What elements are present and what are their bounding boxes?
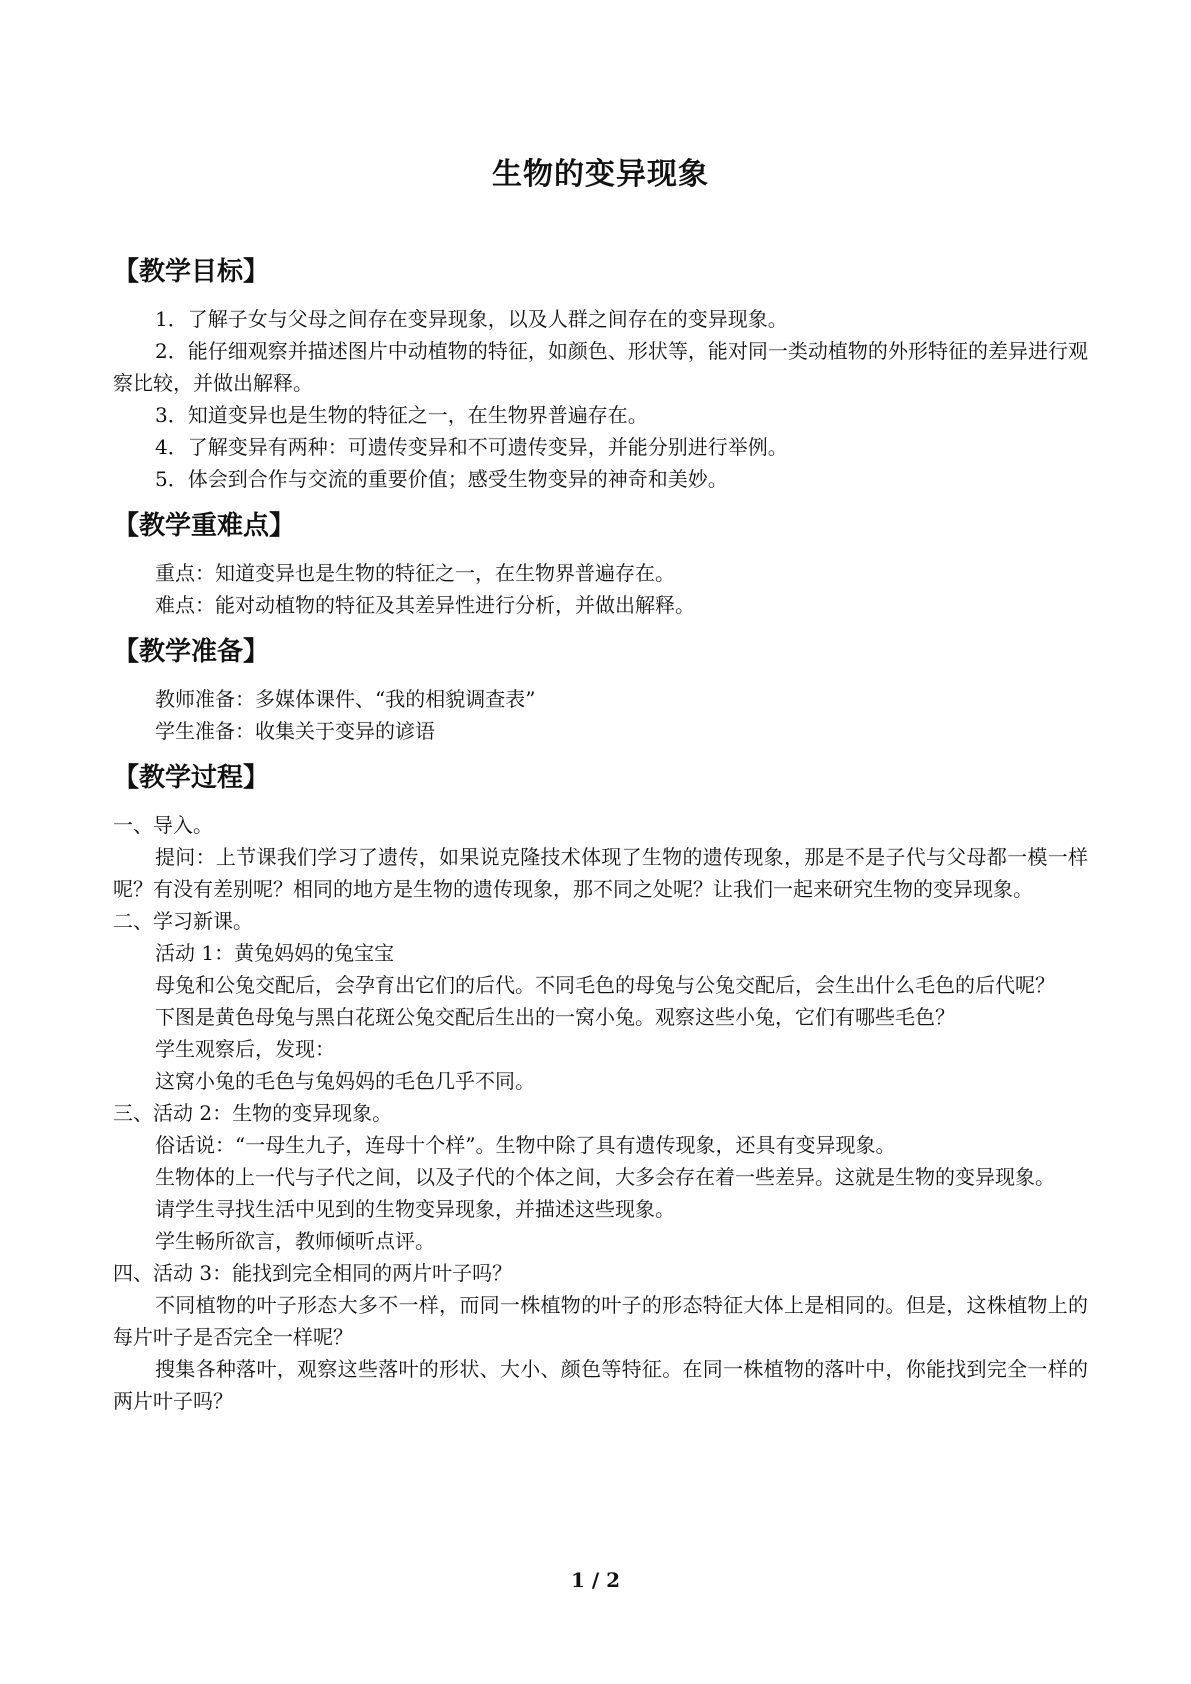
paragraph: 俗话说：“一母生九子，连母十个样”。生物中除了具有遗传现象，还具有变异现象。: [155, 1133, 896, 1157]
paragraph: 生物体的上一代与子代之间，以及子代的个体之间，大多会存在着一些差异。这就是生物的变异现象。: [155, 1165, 1055, 1189]
section-heading: 【教学准备】: [113, 637, 270, 667]
paragraph: 1．了解子女与父母之间存在变异现象，以及人群之间存在的变异现象。: [155, 307, 788, 331]
paragraph: 5．体会到合作与交流的重要价值；感受生物变异的神奇和美妙。: [155, 467, 728, 491]
paragraph: 四、活动 3：能找到完全相同的两片叶子吗？: [113, 1261, 513, 1285]
document-content: [113, 155, 1088, 1431]
paragraph: 母兔和公兔交配后，会孕育出它们的后代。不同毛色的母兔与公兔交配后，会生出什么毛色的后代呢？: [155, 973, 1055, 997]
section: [113, 635, 1088, 747]
paragraph: 学生观察后，发现：: [155, 1037, 335, 1061]
section: [113, 509, 1088, 621]
section: [113, 255, 1088, 495]
paragraph: 请学生寻找生活中见到的生物变异现象，并描述这些现象。: [155, 1197, 675, 1221]
paragraph: 一、导入。: [113, 813, 213, 837]
paragraph: 难点：能对动植物的特征及其差异性进行分析，并做出解释。: [155, 593, 695, 617]
paragraph: 4．了解变异有两种：可遗传变异和不可遗传变异，并能分别进行举例。: [155, 435, 788, 459]
section-heading: 【教学目标】: [113, 257, 270, 287]
page-number: 1 / 2: [570, 1568, 621, 1592]
document-title: 生物的变异现象: [492, 157, 709, 192]
paragraph: 下图是黄色母兔与黑白花斑公兔交配后生出的一窝小兔。观察这些小兔，它们有哪些毛色？: [155, 1005, 955, 1029]
paragraph: 二、学习新课。: [113, 909, 253, 933]
paragraph: 这窝小兔的毛色与兔妈妈的毛色几乎不同。: [155, 1069, 535, 1093]
section: [113, 761, 1088, 1417]
paragraph: 学生畅所欲言，教师倾听点评。: [155, 1229, 435, 1253]
section-heading: 【教学重难点】: [113, 511, 296, 541]
paragraph: 教师准备：多媒体课件、“我的相貌调查表”: [155, 687, 536, 711]
paragraph: 重点：知道变异也是生物的特征之一，在生物界普遍存在。: [155, 561, 675, 585]
paragraph: 搜集各种落叶，观察这些落叶的形状、大小、颜色等特征。在同一株植物的落叶中，你能找到完全一样的两片叶子吗？: [113, 1357, 1088, 1413]
paragraph: 提问：上节课我们学习了遗传，如果说克隆技术体现了生物的遗传现象，那是不是子代与父母都一模一样呢？有没有差别呢？相同的地方是生物的遗传现象，那不同之处呢？让我们一起来研究生物的变异现象。: [113, 845, 1088, 901]
paragraph: 3．知道变异也是生物的特征之一，在生物界普遍存在。: [155, 403, 648, 427]
paragraph: 活动 1：黄兔妈妈的兔宝宝: [155, 941, 395, 965]
document-sections: [113, 255, 1088, 1417]
paragraph: 不同植物的叶子形态大多不一样，而同一株植物的叶子的形态特征大体上是相同的。但是，这株植物上的每片叶子是否完全一样呢？: [113, 1293, 1088, 1349]
paragraph: 2．能仔细观察并描述图片中动植物的特征，如颜色、形状等，能对同一类动植物的外形特征的差异进行观察比较，并做出解释。: [113, 339, 1088, 395]
paragraph: 三、活动 2：生物的变异现象。: [113, 1101, 393, 1125]
section-heading: 【教学过程】: [113, 763, 270, 793]
paragraph: 学生准备：收集关于变异的谚语: [155, 719, 435, 743]
